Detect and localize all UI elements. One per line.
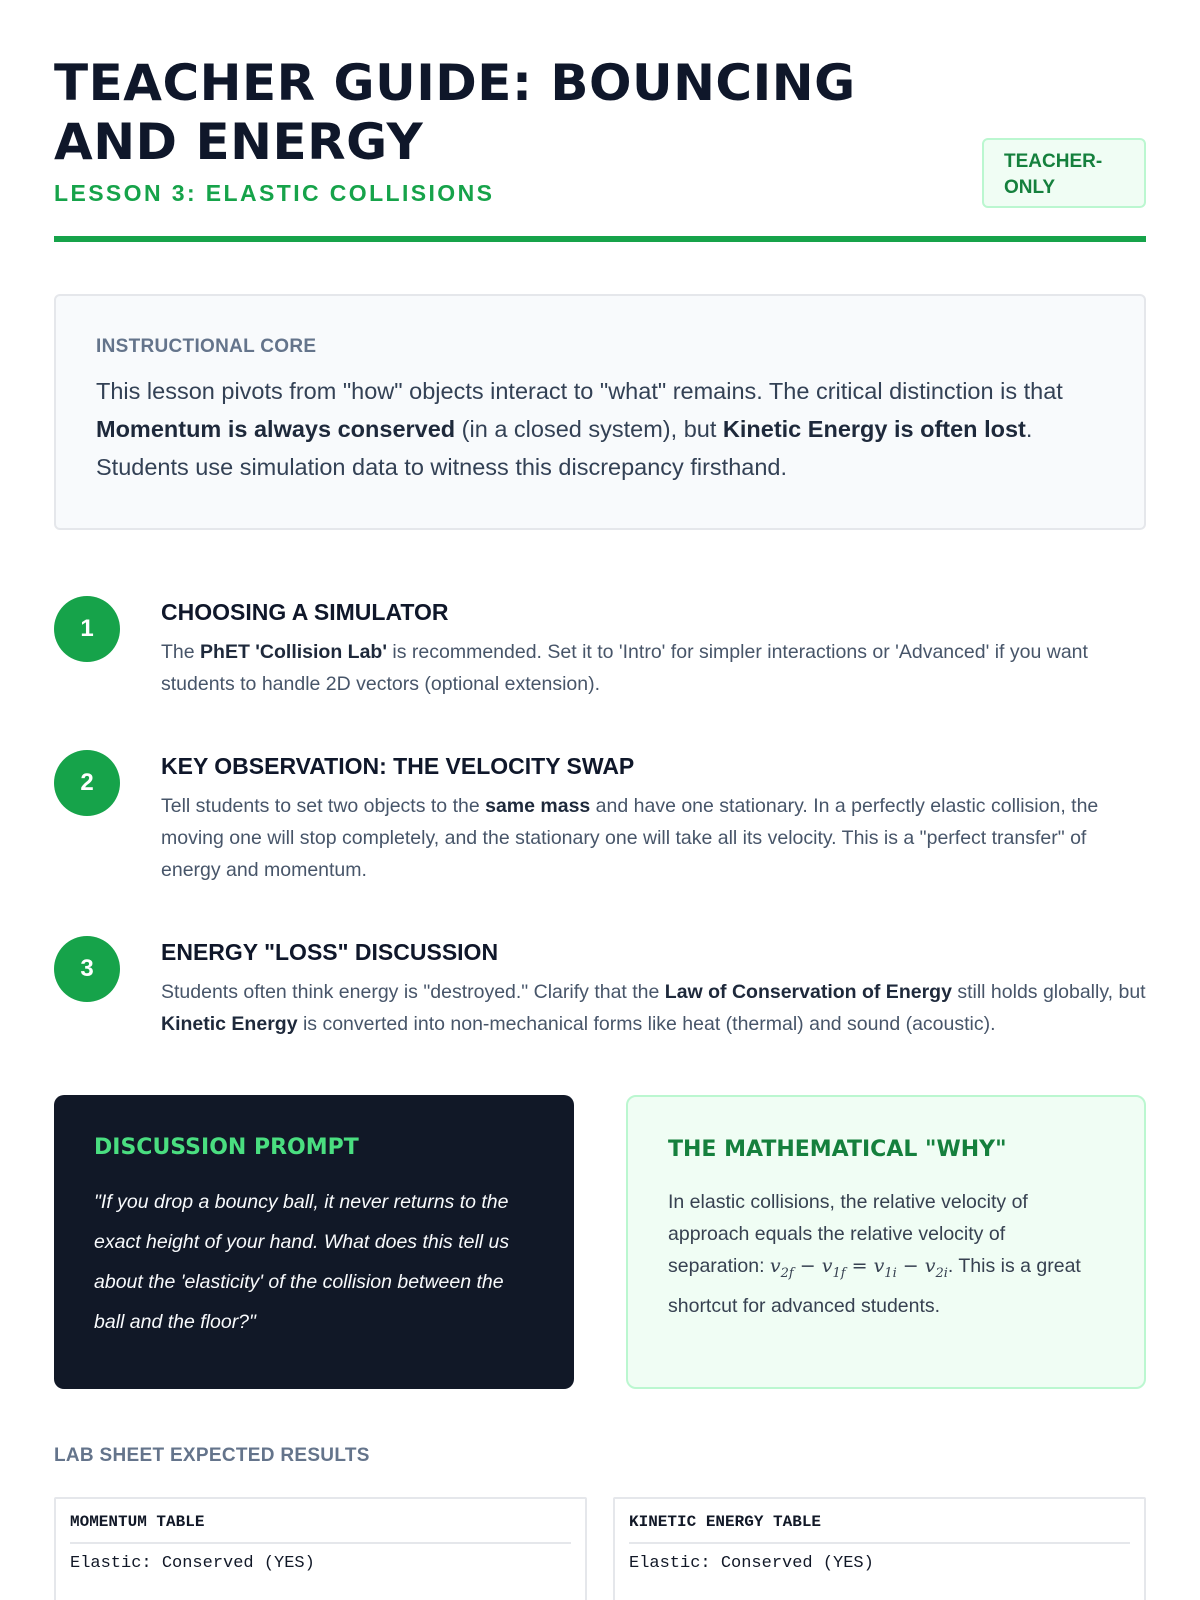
math-why-title: THE MATHEMATICAL "WHY" [668, 1137, 1007, 1162]
core-text-part: . Students use simulation data to witness this discrepancy firsthand. [96, 416, 1033, 480]
step-item [54, 596, 1146, 700]
momentum-table [54, 1497, 587, 1600]
step-bold-text: same mass [485, 795, 591, 817]
steps-list [54, 596, 1146, 1040]
formula-sub: 1f [832, 1265, 846, 1281]
step-number-badge: 1 [54, 596, 120, 662]
discussion-prompt-card [54, 1095, 574, 1389]
velocity-formula [769, 1255, 948, 1281]
step-item [54, 936, 1146, 1040]
instructional-core-box [54, 294, 1146, 530]
step-bold-text: PhET 'Collision Lab' [200, 641, 387, 663]
step-body [161, 976, 1146, 1040]
step-text-part: still holds globally, but [951, 981, 1146, 1003]
page-title: TEACHER GUIDE: BOUNCING AND ENERGY [54, 54, 856, 171]
table-row: Elastic: Conserved (YES) [629, 1554, 874, 1573]
page-header [54, 0, 1146, 242]
core-bold-kinetic: Kinetic Energy is often lost [722, 416, 1026, 442]
step-number-badge: 2 [54, 750, 120, 816]
step-bold-text: Kinetic Energy [161, 1013, 298, 1035]
step-bold-text: Law of Conservation of Energy [664, 981, 952, 1003]
formula-op: − [793, 1255, 822, 1277]
step-item [54, 750, 1146, 886]
step-title: ENERGY "LOSS" DISCUSSION [161, 939, 499, 965]
lesson-subtitle: LESSON 3: ELASTIC COLLISIONS [54, 180, 495, 206]
formula-op: − [896, 1255, 925, 1277]
core-bold-momentum: Momentum is always conserved [96, 416, 456, 442]
step-text-part: is recommended. Set it to 'Intro' for simpler interactions or 'Advanced' if you want students to handle 2D vectors (optional extension). [161, 641, 1088, 695]
table-row: Elastic: Conserved (YES) [70, 1554, 315, 1573]
math-why-card [626, 1095, 1146, 1389]
lab-results-heading: LAB SHEET EXPECTED RESULTS [54, 1445, 370, 1466]
formula-sub: 2i [935, 1265, 948, 1281]
teacher-only-badge: TEACHER-ONLY [982, 138, 1146, 208]
step-title: KEY OBSERVATION: THE VELOCITY SWAP [161, 753, 635, 779]
step-text-part: The [161, 641, 201, 663]
kinetic-energy-table [613, 1497, 1146, 1600]
formula-var: v [873, 1255, 885, 1277]
math-text-part: . This is a great shortcut for advanced students. [668, 1255, 1081, 1317]
lab-results-tables [54, 1497, 1146, 1600]
step-text-part: is converted into non-mechanical forms like heat (thermal) and sound (acoustic). [297, 1013, 996, 1035]
step-body [161, 790, 1146, 886]
step-text-part: Tell students to set two objects to the [161, 795, 486, 817]
core-text-part: (in a closed system), but [455, 416, 723, 442]
formula-op: = [845, 1255, 874, 1277]
step-text-part: and have one stationary. In a perfectly elastic collision, the moving one will stop completely, and the stationary one will take all its velocity. This is a "perfect transfer" of energy and momentum. [161, 795, 1099, 881]
step-body [161, 636, 1146, 700]
core-text-part: This lesson pivots from "how" objects interact to "what" remains. The critical distinction is that [96, 378, 1063, 404]
instructional-core-text [96, 372, 1104, 486]
math-text-part: In elastic collisions, the relative velocity of approach equals the relative velocity of separation: [668, 1191, 1028, 1277]
step-text-part: Students often think energy is "destroyed." Clarify that the [161, 981, 665, 1003]
formula-sub: 2f [780, 1265, 794, 1281]
formula-sub: 1i [884, 1265, 897, 1281]
instructional-core-heading: INSTRUCTIONAL CORE [96, 336, 317, 357]
callout-cards [54, 1095, 1146, 1389]
table-title: MOMENTUM TABLE [70, 1513, 571, 1544]
step-title: CHOOSING A SIMULATOR [161, 599, 449, 625]
table-title: KINETIC ENERGY TABLE [629, 1513, 1130, 1544]
formula-var: v [924, 1255, 936, 1277]
discussion-prompt-quote: "If you drop a bouncy ball, it never returns to the exact height of your hand. What does this tell us about the 'elasticity' of the collision between the ball and the floor?" [94, 1191, 510, 1333]
formula-var: v [821, 1255, 833, 1277]
discussion-prompt-title: DISCUSSION PROMPT [94, 1135, 359, 1160]
step-number-badge: 3 [54, 936, 120, 1002]
math-why-body [668, 1186, 1104, 1322]
formula-var: v [769, 1255, 781, 1277]
